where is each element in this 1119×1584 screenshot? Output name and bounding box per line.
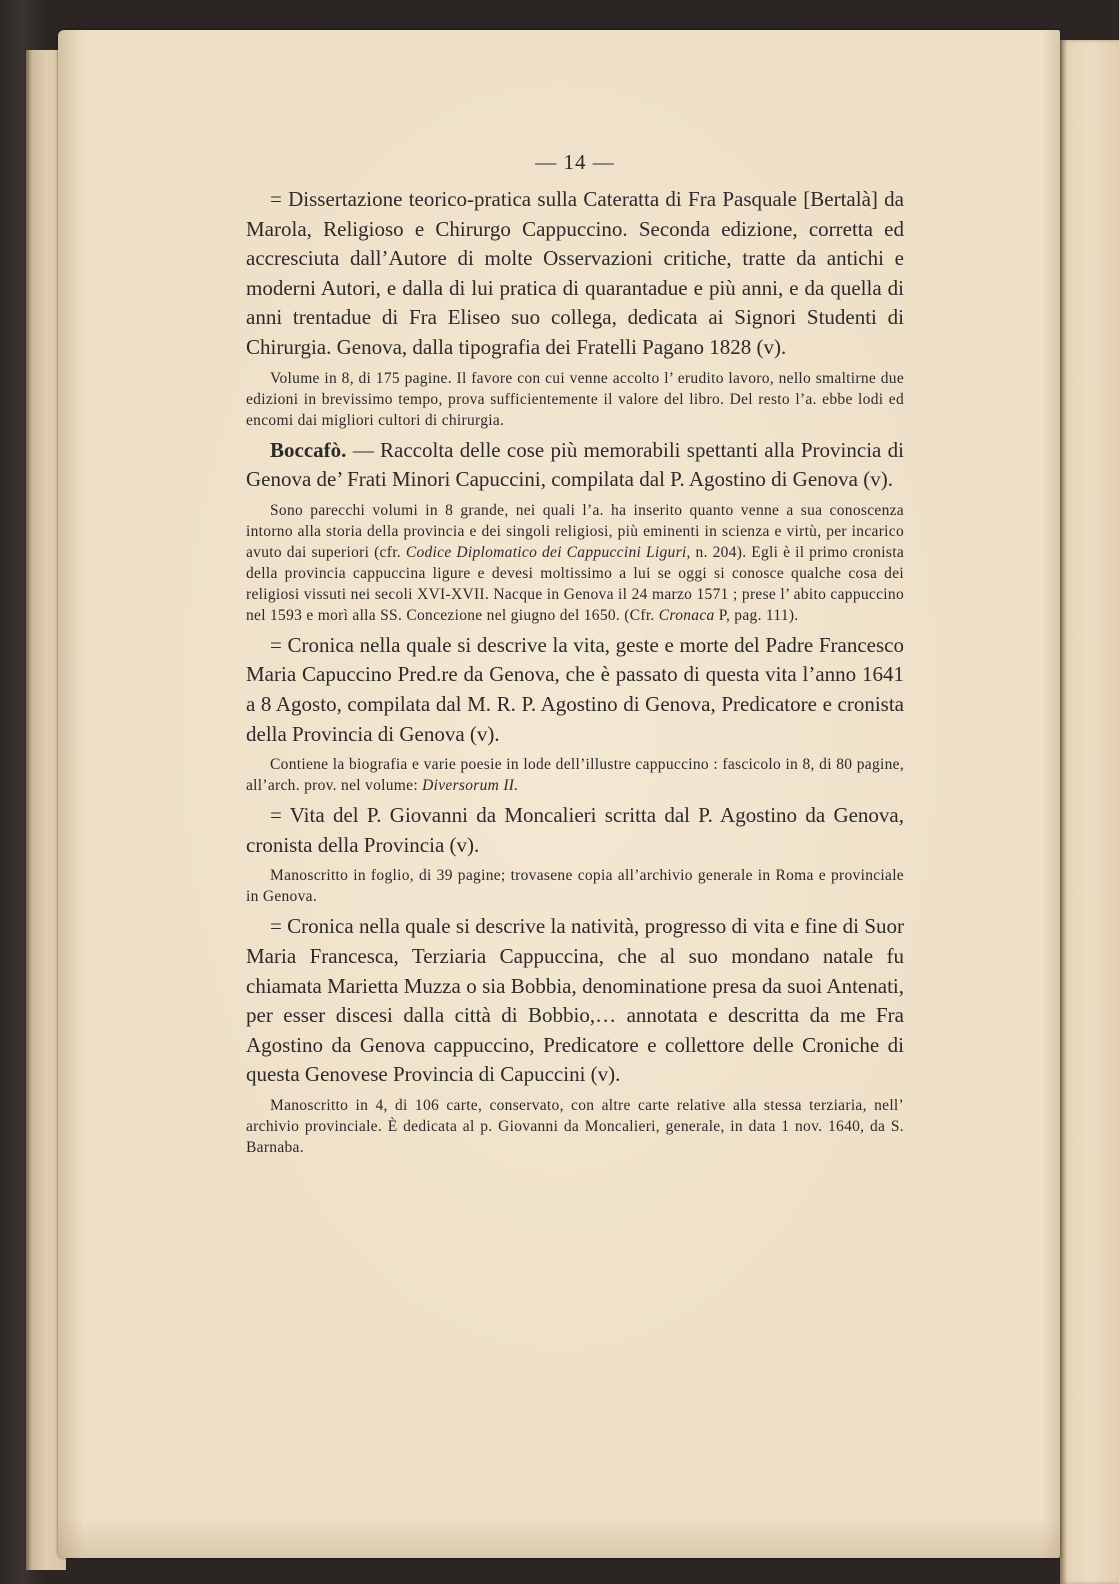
entry-raccolta — [246, 436, 904, 495]
note-vita-giovanni: Manoscritto in foglio, di 39 pagine; trovasene copia all’archivio generale in Roma e provinciale in Genova. — [246, 867, 904, 906]
note-raccolta — [246, 500, 904, 626]
note-raccolta-part3: P, pag. 111). — [714, 606, 799, 624]
note-raccolta-title-cronaca: Cronaca — [658, 606, 715, 624]
note-cronica-francesco-text: Contiene la biografia e varie poesie in lode dell’illustre cappuccino : fascicolo in 8, di 80 pagine, all’arch. prov. nel volume: — [246, 756, 904, 795]
entry-raccolta-text: — Raccolta delle cose più memorabili spettanti alla Provincia di Genova de’ Frati Minori Capuccini, compilata dal P. Agostino di Genova (v). — [246, 437, 904, 492]
page-number: — 14 — — [535, 150, 615, 174]
note-dissertazione: Volume in 8, di 175 pagine. Il favore con cui venne accolto l’ erudito lavoro, nello smaltirne due edizioni in brevissimo tempo, prova sufficientemente il valore del libro. Del resto l’a. ebbe lodi ed encomi dai migliori cultori di chirurgia. — [246, 369, 904, 429]
note-cronica-francesco — [246, 754, 904, 796]
note-raccolta-title-codice: Codice Diplomatico dei Cappuccini Liguri, — [405, 543, 691, 561]
entry-cronica-francesco: = Cronica nella quale si descrive la vita, geste e morte del Padre Francesco Maria Capuccino Pred.re da Genova, che è passato di questa vita l’anno 1641 a 8 Agosto, compilata dal M. R. P. Agostino di Genova, Predicatore e cronista della Provincia di Genova (v). — [246, 632, 904, 746]
page-text-block — [246, 150, 904, 1163]
author-name: Boccafò. — [270, 437, 347, 462]
entry-vita-giovanni: = Vita del P. Giovanni da Moncalieri scritta dal P. Agostino da Genova, cronista della Provincia (v). — [246, 803, 904, 857]
note-raccolta-part2: n. 204). Egli è il primo cronista della provincia cappuccina ligure e devesi moltissimo a lui se oggi si conosce qualche cosa dei religiosi vissuti nei secoli XVI-XVII. Nacque in Genova il 24 marzo 1571 ; prese l’ abito cappuccino nel 1593 e morì alla SS. Concezione nel giugno del 1650. (Cfr. — [246, 543, 904, 624]
book-page — [58, 30, 1060, 1558]
entry-dissertazione: = Dissertazione teorico-pratica sulla Cateratta di Fra Pasquale [Bertalà] da Marola, Religioso e Chirurgo Cappuccino. Seconda edizione, corretta ed accresciuta dall’Autore di molte Osservazioni critiche, tratte da antichi e moderni Autori, e dalla di lui pratica di quarantadue e più anni, e da quella di anni trentadue di Fra Eliseo suo collega, dedicata ai Signori Studenti di Chirurgia. Genova, dalla tipografia dei Fratelli Pagano 1828 (v). — [246, 187, 904, 359]
note-cronica-maria-francesca: Manoscritto in 4, di 106 carte, conservato, con altre carte relative alla stessa terziaria, nell’ archivio provinciale. È dedicata al p. Giovanni da Moncalieri, generale, in data 1 nov. 1640, da S. Barnaba. — [246, 1096, 904, 1156]
next-page-edge — [1060, 40, 1119, 1584]
note-cronica-francesco-title: Diversorum II. — [422, 777, 519, 795]
note-raccolta-part1: Sono parecchi volumi in 8 grande, nei quali l’a. ha inserito quanto venne a sua conoscenza intorno alla storia della provincia e dei singoli religiosi, più eminenti in scienza e virtù, per incarico avuto dai superiori (cfr. — [246, 501, 904, 561]
entry-cronica-maria-francesca: = Cronica nella quale si descrive la natività, progresso di vita e fine di Suor Maria Francesca, Terziaria Cappuccina, che al suo mondano natale fu chiamata Marietta Muzza o sia Bobbia, denominatione presa da suoi Antenati, per esser discesi dalla città di Bobbio,… annotata e descritta da me Fra Agostino da Genova cappuccino, Predicatore e collettore delle Croniche di questa Genovese Provincia di Capuccini (v). — [246, 914, 904, 1087]
